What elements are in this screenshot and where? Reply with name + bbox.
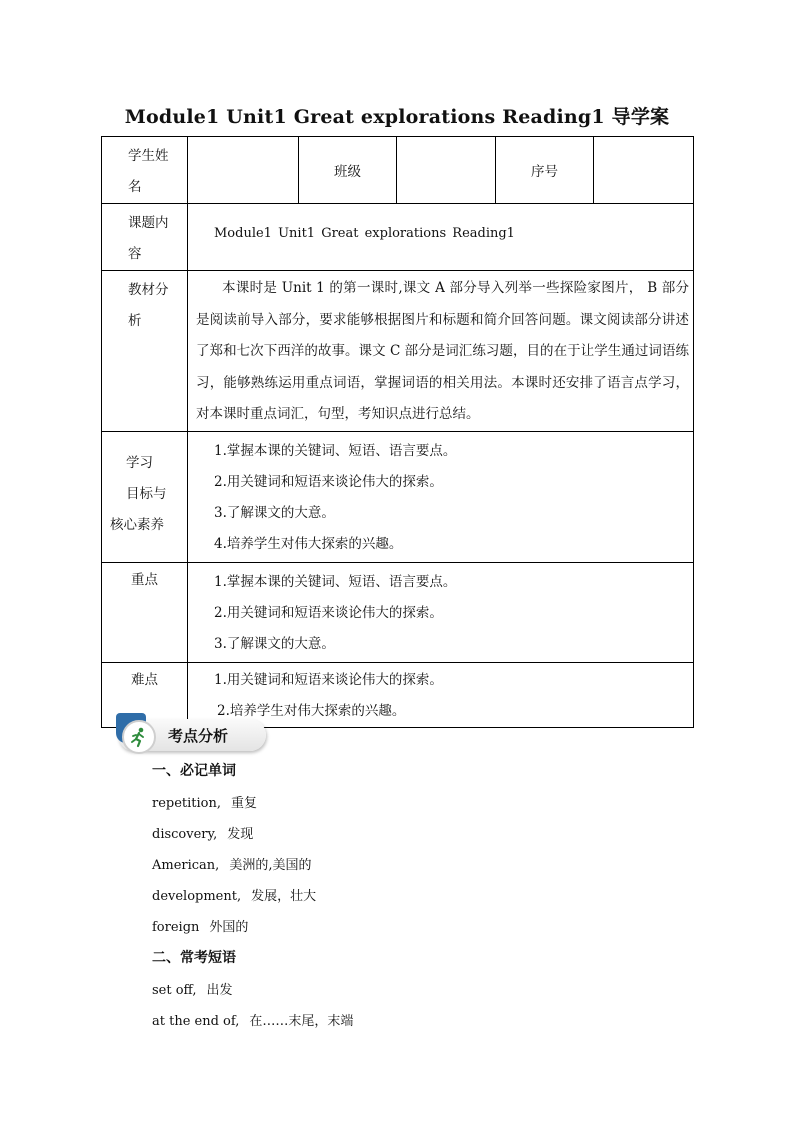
topic-label: 课题内容	[128, 215, 169, 262]
list-item	[152, 916, 248, 935]
word-zh: 重复	[231, 796, 258, 811]
analysis-label-cell	[102, 271, 188, 432]
key-label-cell	[102, 562, 188, 662]
section-badge	[116, 713, 268, 755]
class-label: 班级	[334, 164, 361, 180]
analysis-cell	[188, 271, 694, 432]
words-heading: 一、必记单词	[152, 763, 236, 779]
topic-value-cell	[188, 204, 694, 271]
table-row	[102, 137, 694, 204]
name-label: 学生姓名	[128, 148, 169, 195]
list-item	[152, 792, 257, 811]
list-item: 3.了解课文的大意。	[214, 504, 335, 521]
list-item: 2.培养学生对伟大探索的兴趣。	[217, 702, 406, 719]
word-zh: 外国的	[209, 920, 249, 935]
key-cell	[188, 562, 694, 662]
list-item	[152, 1010, 353, 1029]
word-zh: 美洲的,美国的	[229, 858, 312, 873]
word-en: American,	[152, 858, 220, 873]
word-zh: 发展，壮大	[251, 889, 317, 904]
word-en: foreign	[152, 920, 200, 935]
page-title: Module1 Unit1 Great explorations Reading1 导学案	[124, 106, 670, 128]
list-item	[152, 823, 253, 842]
phrase-zh: 在……末尾，末端	[249, 1014, 354, 1029]
table-row	[102, 431, 694, 562]
list-item	[152, 885, 316, 904]
list-item: 2.用关键词和短语来谈论伟大的探索。	[214, 604, 443, 621]
list-item: 1.用关键词和短语来谈论伟大的探索。	[214, 671, 443, 688]
phrase-zh: 出发	[206, 983, 233, 998]
word-zh: 发现	[227, 827, 254, 842]
goals-label-cell	[102, 431, 188, 562]
table-row	[102, 271, 694, 432]
goals-label-line: 核心素养	[110, 516, 164, 533]
list-item: 4.培养学生对伟大探索的兴趣。	[214, 535, 403, 552]
list-item	[152, 979, 232, 998]
goals-label-line: 学习	[126, 454, 153, 471]
class-value-cell[interactable]	[397, 137, 496, 204]
name-value-cell[interactable]	[188, 137, 299, 204]
table-row	[102, 562, 694, 662]
word-en: repetition,	[152, 796, 222, 811]
list-item: 3.了解课文的大意。	[214, 635, 335, 652]
section-badge-label: 考点分析	[168, 727, 229, 745]
list-item: 1.掌握本课的关键词、短语、语言要点。	[214, 442, 457, 459]
analysis-text: 本课时是 Unit 1 的第一课时,课文 A 部分导入列举一些探险家图片， B 部分是阅读前导入部分，要求能够根据图片和标题和简介回答问题。课文阅读部分讲述了郑和七次下西洋的故事。课文 C 部分是词汇练习题，目的在于让学生通过词语练习，能够熟练运用重点词语，掌握词语的相关用法。本课时还安排了语言点学习，对本课时重点词汇，句型，考知识点进行总结。	[196, 280, 689, 422]
running-figure-icon	[122, 720, 156, 754]
difficult-label: 难点	[131, 671, 158, 688]
goals-label-line: 目标与	[126, 485, 167, 502]
list-item: 1.掌握本课的关键词、短语、语言要点。	[214, 573, 457, 590]
table-row	[102, 204, 694, 271]
lesson-plan-table	[101, 136, 694, 728]
analysis-label: 教材分析	[128, 282, 169, 329]
word-en: discovery,	[152, 827, 218, 842]
goals-cell	[188, 431, 694, 562]
word-en: development,	[152, 889, 242, 904]
key-label: 重点	[131, 571, 158, 588]
topic-label-cell	[102, 204, 188, 271]
number-value-cell[interactable]	[594, 137, 694, 204]
phrase-en: at the end of,	[152, 1014, 240, 1029]
number-label: 序号	[531, 164, 558, 180]
name-label-cell	[102, 137, 188, 204]
list-item	[152, 854, 311, 873]
class-label-cell	[299, 137, 397, 204]
phrase-en: set off,	[152, 983, 197, 998]
phrases-heading: 二、常考短语	[152, 950, 236, 966]
topic-value: Module1 Unit1 Great explorations Reading1	[214, 226, 515, 241]
number-label-cell	[496, 137, 594, 204]
list-item: 2.用关键词和短语来谈论伟大的探索。	[214, 473, 443, 490]
